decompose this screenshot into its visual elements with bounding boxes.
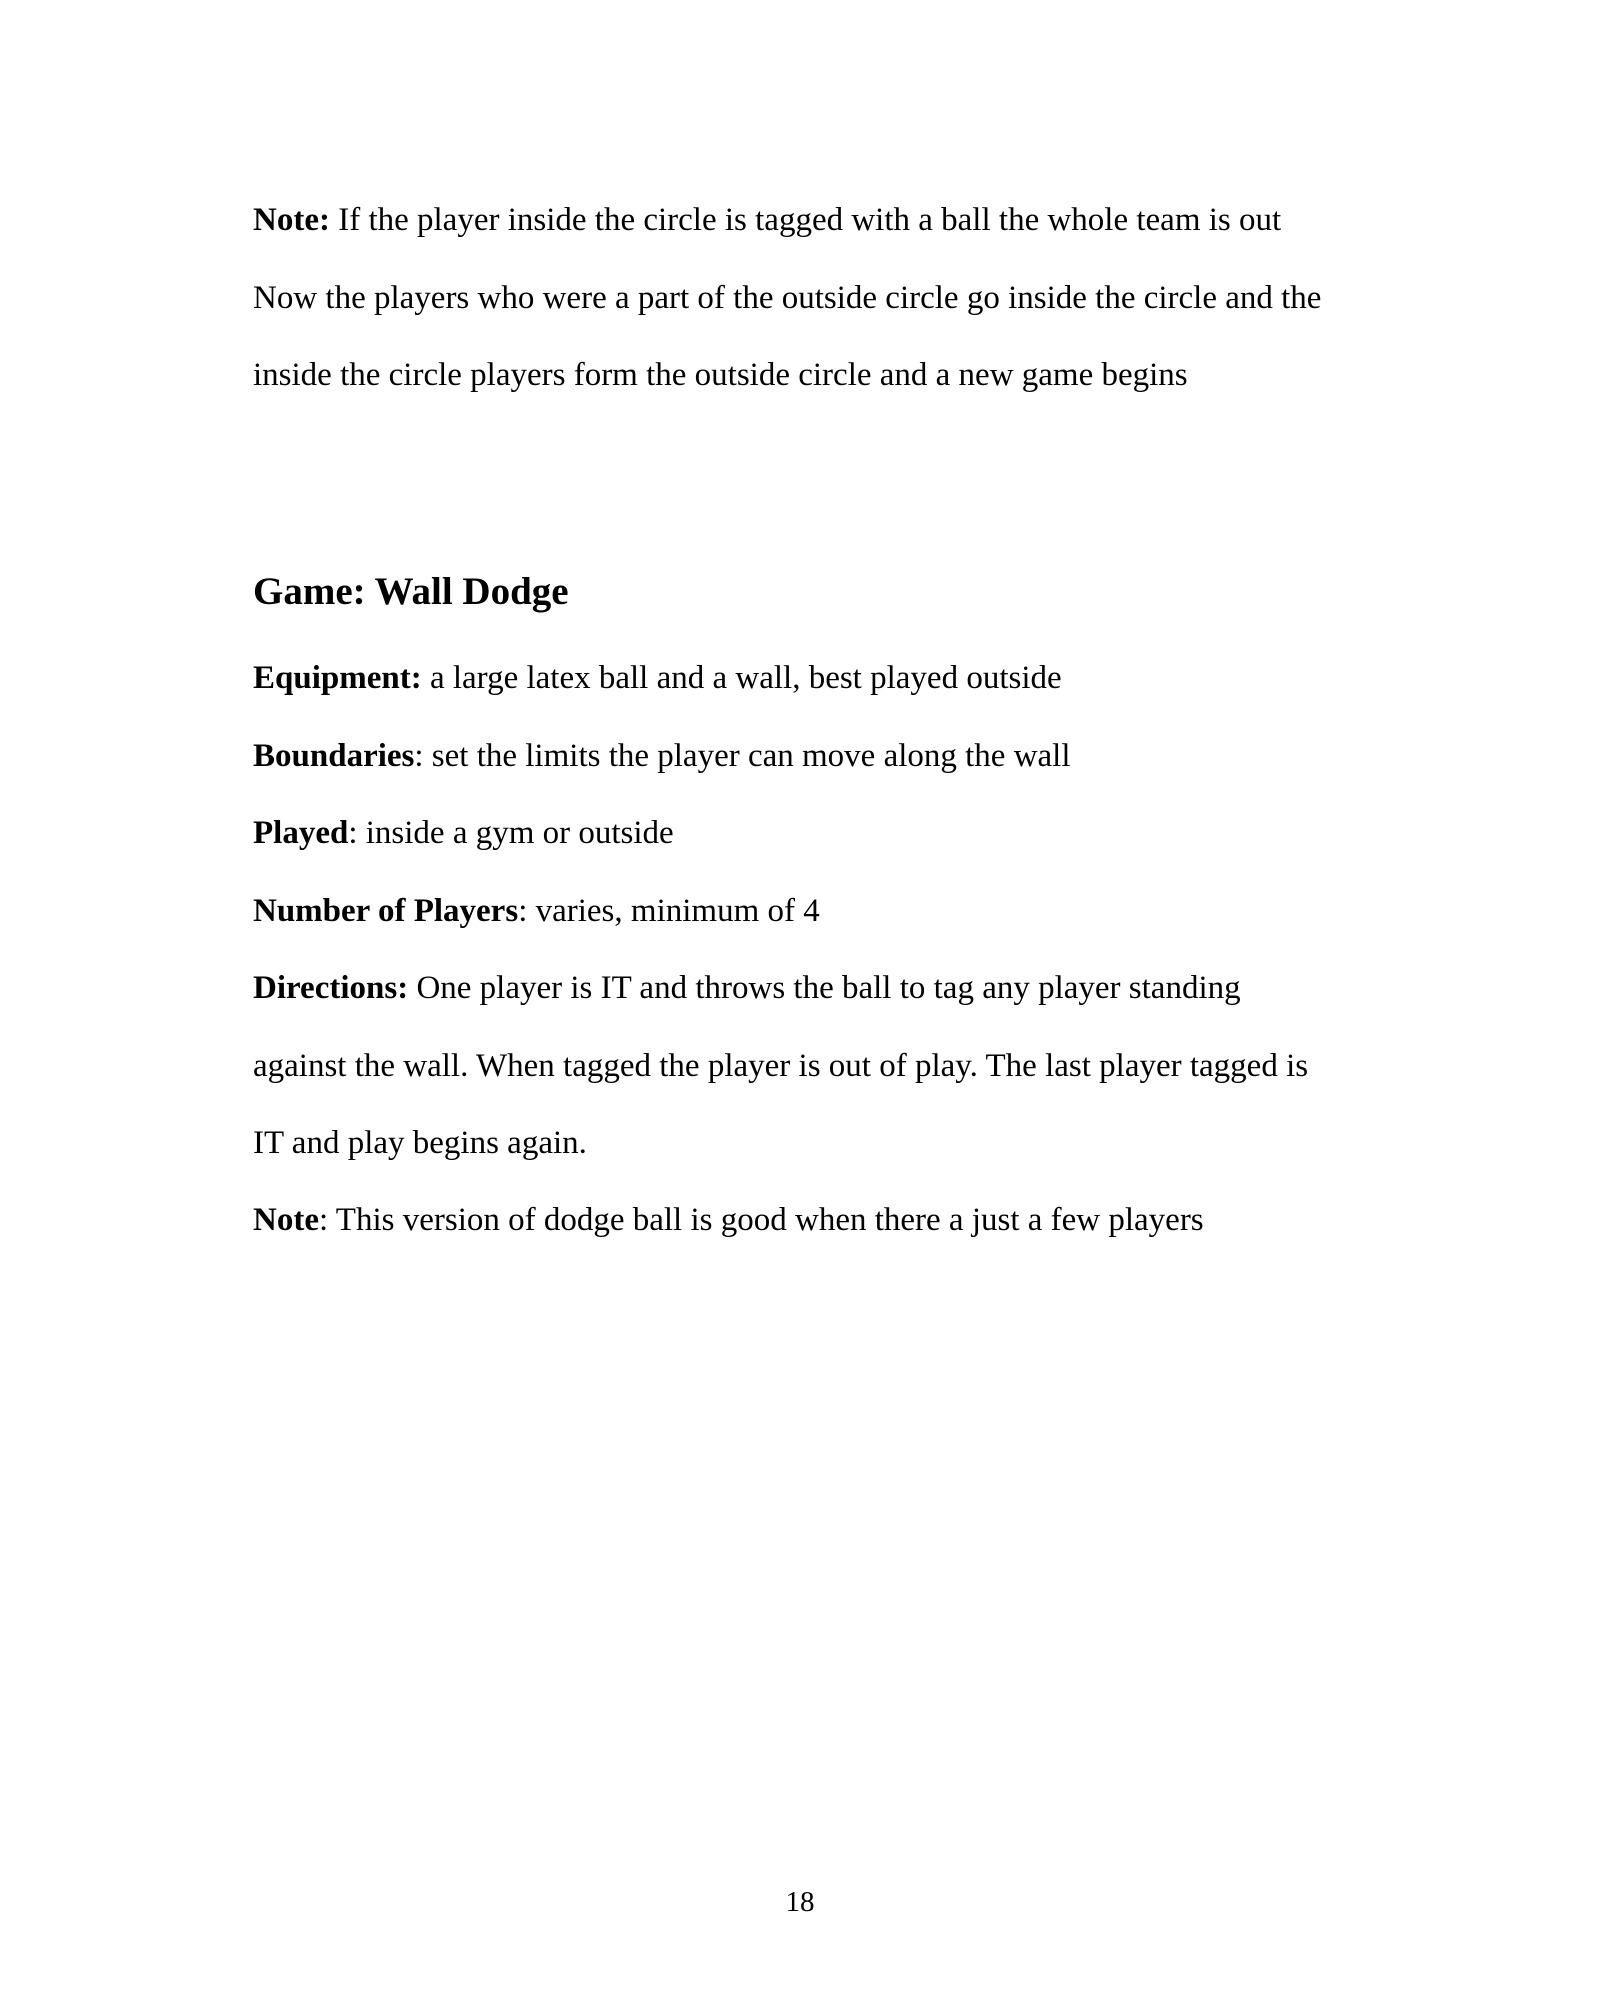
game-note-text: : This version of dodge ball is good when there a just a few players (318, 1202, 1204, 1238)
equipment-line (253, 660, 1062, 698)
intro-line-2: Now the players who were a part of the outside circle go inside the circle and the (253, 280, 1322, 316)
game-note-line (253, 1202, 1204, 1240)
page-number: 18 (785, 1886, 815, 1918)
equipment-text: a large latex ball and a wall, best played outside (421, 660, 1062, 696)
directions-text: One player is IT and throws the ball to tag any player standing (408, 970, 1241, 1006)
equipment-label: Equipment: (253, 660, 422, 696)
boundaries-text: : set the limits the player can move along the wall (414, 738, 1071, 774)
intro-note-line (253, 202, 1281, 240)
players-label: Number of Players (253, 893, 519, 929)
intro-line-3: inside the circle players form the outside circle and a new game begins (253, 357, 1188, 393)
boundaries-label: Boundaries (253, 738, 415, 774)
players-text: : varies, minimum of 4 (518, 893, 820, 929)
directions-line-3: IT and play begins again. (253, 1125, 587, 1161)
note-text: If the player inside the circle is tagged with a ball the whole team is out (329, 202, 1282, 238)
directions-line-2: against the wall. When tagged the player is out of play. The last player tagged is (253, 1048, 1309, 1084)
game-note-label: Note (253, 1202, 319, 1238)
players-line (253, 893, 820, 931)
directions-line (253, 970, 1241, 1008)
note-label: Note: (253, 202, 330, 238)
played-text: : inside a gym or outside (348, 815, 674, 851)
game-heading: Game: Wall Dodge (253, 570, 569, 613)
boundaries-line (253, 738, 1071, 776)
played-label: Played (253, 815, 349, 851)
played-line (253, 815, 674, 853)
directions-label: Directions: (253, 970, 409, 1006)
